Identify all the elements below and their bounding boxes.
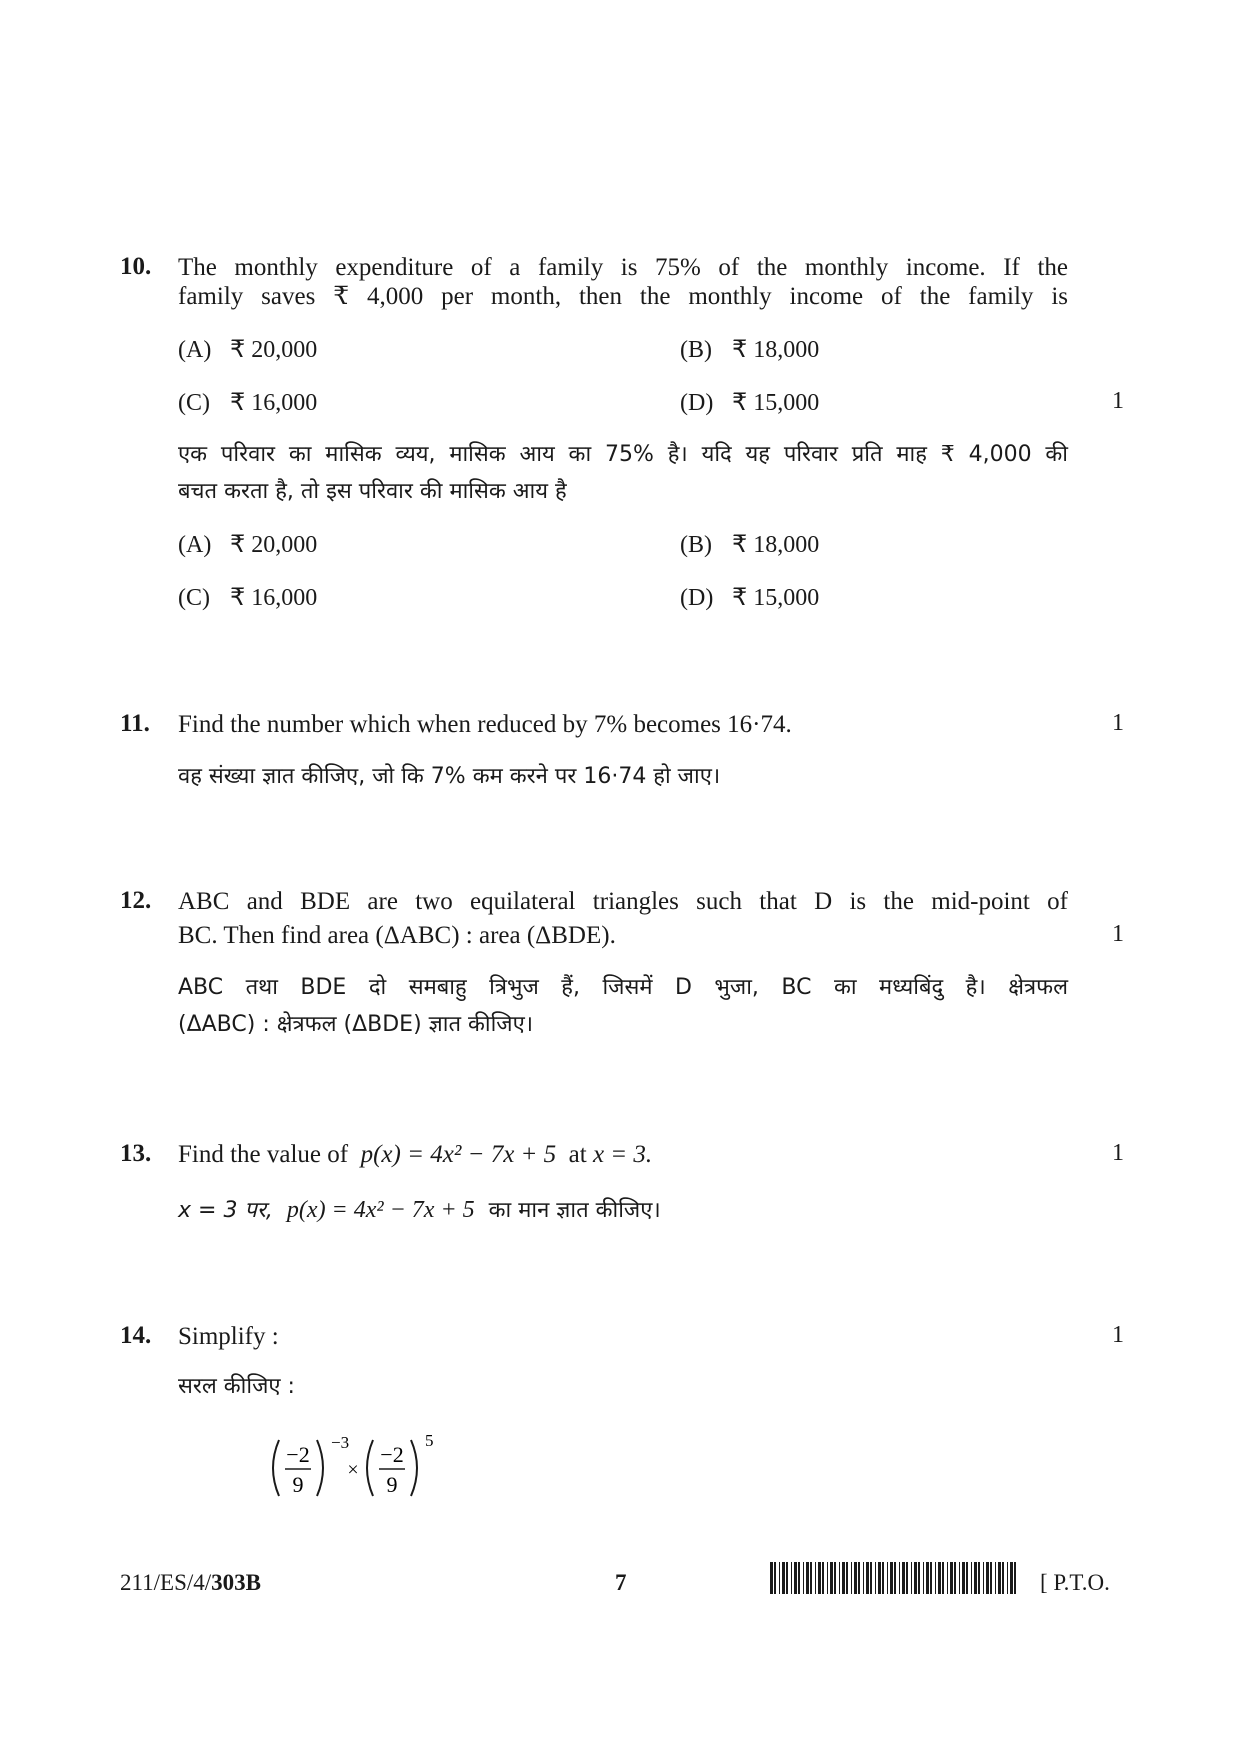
barcode-bar — [875, 1562, 876, 1594]
q14-paren-open-1 — [273, 1440, 279, 1496]
q10-hi-line2: बचत करता है, तो इस परिवार की मासिक आय है — [178, 479, 567, 504]
barcode-bar — [942, 1562, 944, 1594]
q10-hi-option-a: (A) ₹ 20,000 — [178, 532, 318, 558]
q13-hi — [178, 1195, 661, 1226]
barcode — [770, 1562, 1020, 1594]
q10-hi-option-b: (B) ₹ 18,000 — [680, 532, 820, 558]
q14-frac2-num: −2 — [380, 1442, 404, 1467]
q14-expression — [265, 1430, 465, 1510]
q13-number: 13. — [120, 1140, 152, 1167]
q10-marks: 1 — [1112, 388, 1124, 414]
barcode-bar — [911, 1562, 912, 1594]
barcode-bar — [959, 1562, 960, 1594]
q10-hi-line1: एक परिवार का मासिक व्यय, मासिक आय का 75% है। यदि यह परिवार प्रति माह ₹ 4,000 की — [178, 442, 1068, 467]
q14-paren-close-2 — [411, 1440, 417, 1496]
q13-hi-expr: p(x) = 4x² − 7x + 5 — [286, 1197, 475, 1223]
barcode-bar — [983, 1562, 984, 1594]
q11-number: 11. — [120, 710, 150, 737]
q14-exp1: −3 — [331, 1433, 350, 1452]
barcode-bar — [899, 1562, 900, 1594]
q13-expr: p(x) = 4x² − 7x + 5 — [360, 1141, 557, 1168]
q14-hi: सरल कीजिए : — [178, 1374, 295, 1399]
barcode-bar — [786, 1562, 788, 1594]
q10-option-a: (A) ₹ 20,000 — [178, 337, 318, 363]
q13-cond: x = 3. — [592, 1141, 653, 1168]
barcode-bar — [803, 1562, 804, 1594]
barcode-bar — [779, 1562, 780, 1594]
q11-marks: 1 — [1112, 710, 1124, 736]
barcode-bar — [1014, 1562, 1016, 1594]
barcode-bar — [830, 1562, 833, 1594]
q12-hi-line2: (ΔABC) : क्षेत्रफल (ΔBDE) ज्ञात कीजिए। — [178, 1012, 534, 1037]
barcode-bar — [995, 1562, 996, 1594]
q12-hi-line1: ABC तथा BDE दो समबाहु त्रिभुज हैं, जिसमें D भुजा, BC का मध्यबिंदु है। क्षेत्रफल — [178, 975, 1068, 1000]
q13-at: at — [568, 1141, 587, 1168]
barcode-bar — [902, 1562, 905, 1594]
barcode-bar — [974, 1562, 977, 1594]
barcode-bar — [863, 1562, 864, 1594]
barcode-bar — [923, 1562, 924, 1594]
barcode-bar — [827, 1562, 828, 1594]
barcode-bar — [794, 1562, 797, 1594]
barcode-bar — [822, 1562, 824, 1594]
barcode-bar — [770, 1562, 773, 1594]
barcode-bar — [978, 1562, 980, 1594]
q13-hi-cond: x = 3 पर, — [178, 1198, 273, 1223]
q14-paren-close-1 — [317, 1440, 323, 1496]
barcode-bar — [818, 1562, 821, 1594]
barcode-bar — [866, 1562, 869, 1594]
barcode-bar — [834, 1562, 836, 1594]
barcode-bar — [846, 1562, 848, 1594]
barcode-bar — [839, 1562, 840, 1594]
q10-option-b: (B) ₹ 18,000 — [680, 337, 820, 363]
q12-en-line1: ABC and BDE are two equilateral triangles such that D is the mid-point of — [178, 888, 1068, 915]
barcode-bar — [854, 1562, 857, 1594]
barcode-bar — [851, 1562, 852, 1594]
barcode-bar — [1007, 1562, 1008, 1594]
barcode-bar — [1010, 1562, 1013, 1594]
barcode-bar — [930, 1562, 932, 1594]
barcode-bar — [870, 1562, 872, 1594]
barcode-bar — [966, 1562, 968, 1594]
barcode-bar — [947, 1562, 948, 1594]
barcode-bar — [914, 1562, 917, 1594]
q10-hi-option-c: (C) ₹ 16,000 — [178, 585, 318, 611]
q14-number: 14. — [120, 1322, 152, 1349]
barcode-bar — [1002, 1562, 1004, 1594]
q12-marks: 1 — [1112, 921, 1124, 947]
barcode-bar — [878, 1562, 881, 1594]
q13-marks: 1 — [1112, 1140, 1124, 1166]
q12-en-line2: BC. Then find area (ΔABC) : area (ΔBDE). — [178, 922, 616, 949]
barcode-bar — [918, 1562, 920, 1594]
barcode-bar — [990, 1562, 992, 1594]
q14-en: Simplify : — [178, 1323, 279, 1350]
q13-en — [178, 1140, 652, 1170]
barcode-bar — [806, 1562, 809, 1594]
barcode-bar — [858, 1562, 860, 1594]
q14-paren-open-2 — [367, 1440, 373, 1496]
q14-frac2-den: 9 — [386, 1472, 398, 1497]
q10-en-line2: family saves ₹ 4,000 per month, then the monthly income of the family is — [178, 283, 1068, 310]
barcode-bar — [815, 1562, 816, 1594]
pto-label: [ P.T.O. — [1040, 1570, 1110, 1595]
barcode-bar — [774, 1562, 776, 1594]
barcode-bar — [935, 1562, 936, 1594]
q10-hi-option-d: (D) ₹ 15,000 — [680, 585, 820, 611]
barcode-bar — [954, 1562, 956, 1594]
barcode-bar — [810, 1562, 812, 1594]
q14-exp2: 5 — [425, 1431, 434, 1450]
barcode-bar — [998, 1562, 1001, 1594]
barcode-bar — [926, 1562, 929, 1594]
q13-en-text: Find the value of — [178, 1141, 349, 1168]
q10-option-c: (C) ₹ 16,000 — [178, 390, 318, 416]
barcode-bar — [798, 1562, 800, 1594]
barcode-bar — [782, 1562, 785, 1594]
barcode-bar — [950, 1562, 953, 1594]
barcode-bar — [986, 1562, 989, 1594]
q11-hi: वह संख्या ज्ञात कीजिए, जो कि 7% कम करने पर 16·74 हो जाए। — [178, 764, 721, 789]
barcode-bar — [882, 1562, 884, 1594]
q11-en: Find the number which when reduced by 7% becomes 16·74. — [178, 711, 792, 738]
q13-hi-text: का मान ज्ञात कीजिए। — [488, 1198, 661, 1223]
q10-option-d: (D) ₹ 15,000 — [680, 390, 820, 416]
q14-frac1-den: 9 — [292, 1472, 304, 1497]
paper-code: 211/ES/4/303B — [120, 1570, 262, 1595]
q12-number: 12. — [120, 887, 152, 914]
page-number: 7 — [615, 1570, 627, 1595]
q14-times: × — [347, 1459, 359, 1481]
barcode-bar — [842, 1562, 845, 1594]
barcode-bar — [938, 1562, 941, 1594]
barcode-bar — [962, 1562, 965, 1594]
barcode-bar — [906, 1562, 908, 1594]
barcode-bar — [791, 1562, 792, 1594]
barcode-bar — [894, 1562, 896, 1594]
q10-number: 10. — [120, 253, 152, 280]
q14-marks: 1 — [1112, 1322, 1124, 1348]
barcode-bar — [971, 1562, 972, 1594]
q10-en-line1: The monthly expenditure of a family is 75% of the monthly income. If the — [178, 254, 1068, 281]
barcode-bar — [887, 1562, 888, 1594]
q14-frac1-num: −2 — [286, 1442, 310, 1467]
barcode-bar — [890, 1562, 893, 1594]
